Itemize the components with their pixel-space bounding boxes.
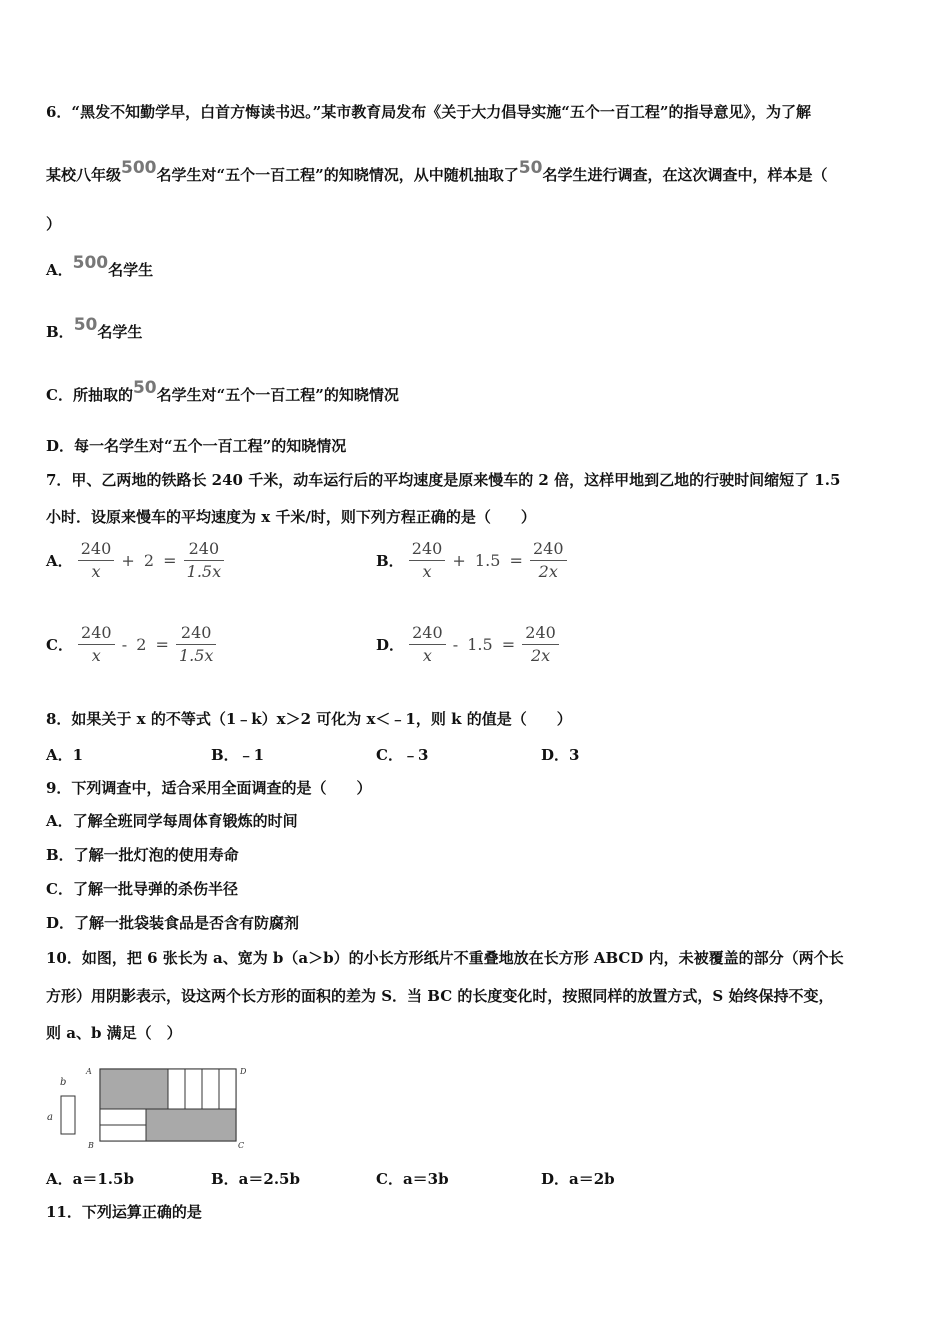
numerator: 240 (409, 622, 446, 645)
q10-option-b[interactable]: B．a＝2.5b (211, 1170, 300, 1188)
q6-line1-text: 6．“黑发不知勤学早，白首方悔读书迟。”某市教育局发布《关于大力倡导实施“五个一百工程”的指导意见》，为了解 (46, 103, 811, 121)
paper-strip (185, 1069, 202, 1109)
q6-option-b-text: 名学生 (97, 323, 143, 341)
denominator: x (91, 562, 101, 581)
q8-option-d[interactable]: D．3 (541, 746, 580, 764)
q10-option-a[interactable]: A．a＝1.5b (46, 1170, 134, 1188)
q6-option-c-pre: 所抽取的 (72, 386, 133, 404)
vertex-C: C (238, 1141, 245, 1150)
q6-option-c[interactable] (46, 378, 399, 405)
q7-option-c-fraction-left (78, 622, 115, 667)
q7-option-d[interactable] (376, 622, 559, 667)
q9-option-d[interactable]: D．了解一批袋装食品是否含有防腐剂 (46, 914, 300, 932)
shaded-region-bottom-right (146, 1109, 236, 1141)
numerator: 240 (176, 622, 216, 645)
q7-option-c[interactable] (46, 622, 216, 667)
q7-option-b[interactable] (376, 538, 567, 583)
q7-option-c-fraction-right (176, 622, 216, 667)
vertex-D: D (240, 1067, 247, 1076)
figure-label-a: a (47, 1112, 53, 1123)
q7-option-b-label: B． (376, 552, 404, 570)
q6-option-b-label: B． (46, 323, 74, 341)
q8-option-c[interactable]: C．﹣3 (376, 746, 429, 764)
paper-strip (202, 1069, 219, 1109)
denominator: 1.5x (178, 646, 214, 665)
constant: 1.5 (467, 635, 493, 654)
q7-option-d-label: D． (376, 636, 405, 654)
vertex-A: A (86, 1067, 92, 1076)
q10-line2: 方形）用阴影表示，设这两个长方形的面积的差为 S．当 BC 的长度变化时，按照同样的放置方式，S 始终保持不变， (46, 987, 834, 1005)
q7-option-a[interactable] (46, 538, 224, 583)
q6-option-c-text: 名学生对“五个一百工程”的知晓情况 (156, 386, 399, 404)
equals-sign: = (501, 635, 516, 654)
q10-option-d[interactable]: D．a＝2b (541, 1170, 615, 1188)
denominator: x (422, 646, 432, 665)
q9-option-c[interactable]: C．了解一批导弹的杀伤半径 (46, 880, 238, 898)
q10-option-c[interactable]: C．a＝3b (376, 1170, 449, 1188)
q7-option-b-fraction-right (530, 538, 567, 583)
q6-line2-a: 某校八年级 (46, 166, 122, 184)
paper-strip-horizontal (100, 1125, 146, 1141)
q10-line1: 10．如图，把 6 张长为 a、宽为 b（a＞b）的小长方形纸片不重叠地放在长方形 ABCD 内，未被覆盖的部分（两个长 (46, 949, 844, 967)
vertex-B: B (88, 1141, 94, 1150)
q10-line3: 则 a、b 满足（ ） (46, 1024, 182, 1042)
numerator: 240 (78, 622, 115, 645)
equals-sign: = (509, 551, 523, 570)
q6-option-b[interactable] (46, 315, 143, 342)
q6-number-500: 500 (121, 158, 157, 178)
operator: - (452, 635, 459, 654)
q10-figure (40, 1060, 260, 1155)
q6-option-a[interactable] (46, 253, 154, 280)
constant: 1.5 (474, 551, 501, 570)
q6-option-a-text: 名学生 (108, 261, 154, 279)
q6-line2-c: 名学生进行调查，在这次调查中，样本是（ (542, 166, 828, 184)
q6-option-b-number: 50 (73, 315, 98, 335)
q6-option-c-label: C． (46, 386, 73, 404)
paper-strip (168, 1069, 185, 1109)
q6-option-d-label: D． (46, 437, 75, 455)
q11-stem: 11．下列运算正确的是 (46, 1203, 202, 1221)
constant: 2 (143, 551, 155, 570)
q6-line3: ） (46, 215, 62, 233)
single-rectangle (61, 1096, 75, 1134)
operator: - (121, 635, 128, 654)
q6-option-a-label: A． (46, 261, 73, 279)
denominator: 1.5x (186, 562, 222, 581)
q7-option-a-fraction-right (184, 538, 224, 583)
numerator: 240 (409, 538, 446, 561)
paper-strip-horizontal (100, 1109, 146, 1125)
denominator: x (91, 646, 101, 665)
shaded-region-top-left (100, 1069, 168, 1109)
denominator: 2x (530, 646, 551, 665)
constant: 2 (136, 635, 147, 654)
equals-sign: = (155, 635, 169, 654)
denominator: x (422, 562, 432, 581)
paper-strip (219, 1069, 236, 1109)
equals-sign: = (163, 551, 177, 570)
figure-label-b: b (60, 1077, 67, 1088)
q7-option-c-label: C． (46, 636, 73, 654)
q6-line1 (46, 102, 811, 122)
q7-line2: 小时．设原来慢车的平均速度为 x 千米/时，则下列方程正确的是（ ） (46, 508, 536, 526)
q7-option-a-fraction-left (78, 538, 115, 583)
q6-option-d-text: 每一名学生对“五个一百工程”的知晓情况 (74, 437, 347, 455)
q6-option-d[interactable] (46, 436, 346, 456)
q8-option-b[interactable]: B．﹣1 (211, 746, 265, 764)
q6-line2-b: 名学生对“五个一百工程”的知晓情况，从中随机抽取了 (156, 166, 519, 184)
q9-option-a[interactable]: A．了解全班同学每周体育锻炼的时间 (46, 812, 298, 830)
q7-line1: 7．甲、乙两地的铁路长 240 千米，动车运行后的平均速度是原来慢车的 2 倍，这样甲地到乙地的行驶时间缩短了 1.5 (46, 471, 841, 489)
denominator: 2x (538, 562, 558, 581)
q8-option-a[interactable]: A．1 (46, 746, 84, 764)
q6-number-50: 50 (518, 158, 543, 178)
operator: + (121, 551, 135, 570)
q7-option-b-fraction-left (409, 538, 446, 583)
q7-option-d-fraction-left (409, 622, 446, 667)
q6-option-c-number: 50 (132, 378, 157, 398)
q8-stem: 8．如果关于 x 的不等式（1﹣k）x＞2 可化为 x＜﹣1，则 k 的值是（ ） (46, 710, 572, 728)
numerator: 240 (530, 538, 567, 561)
q9-option-b[interactable]: B．了解一批灯泡的使用寿命 (46, 846, 239, 864)
numerator: 240 (78, 538, 115, 561)
numerator: 240 (184, 538, 224, 561)
q6-option-a-number: 500 (72, 253, 109, 273)
q9-stem: 9．下列调查中，适合采用全面调查的是（ ） (46, 779, 372, 797)
operator: + (452, 551, 466, 570)
q6-line2 (46, 158, 828, 185)
numerator: 240 (522, 622, 559, 645)
q7-option-a-label: A． (46, 552, 73, 570)
q7-option-d-fraction-right (522, 622, 559, 667)
